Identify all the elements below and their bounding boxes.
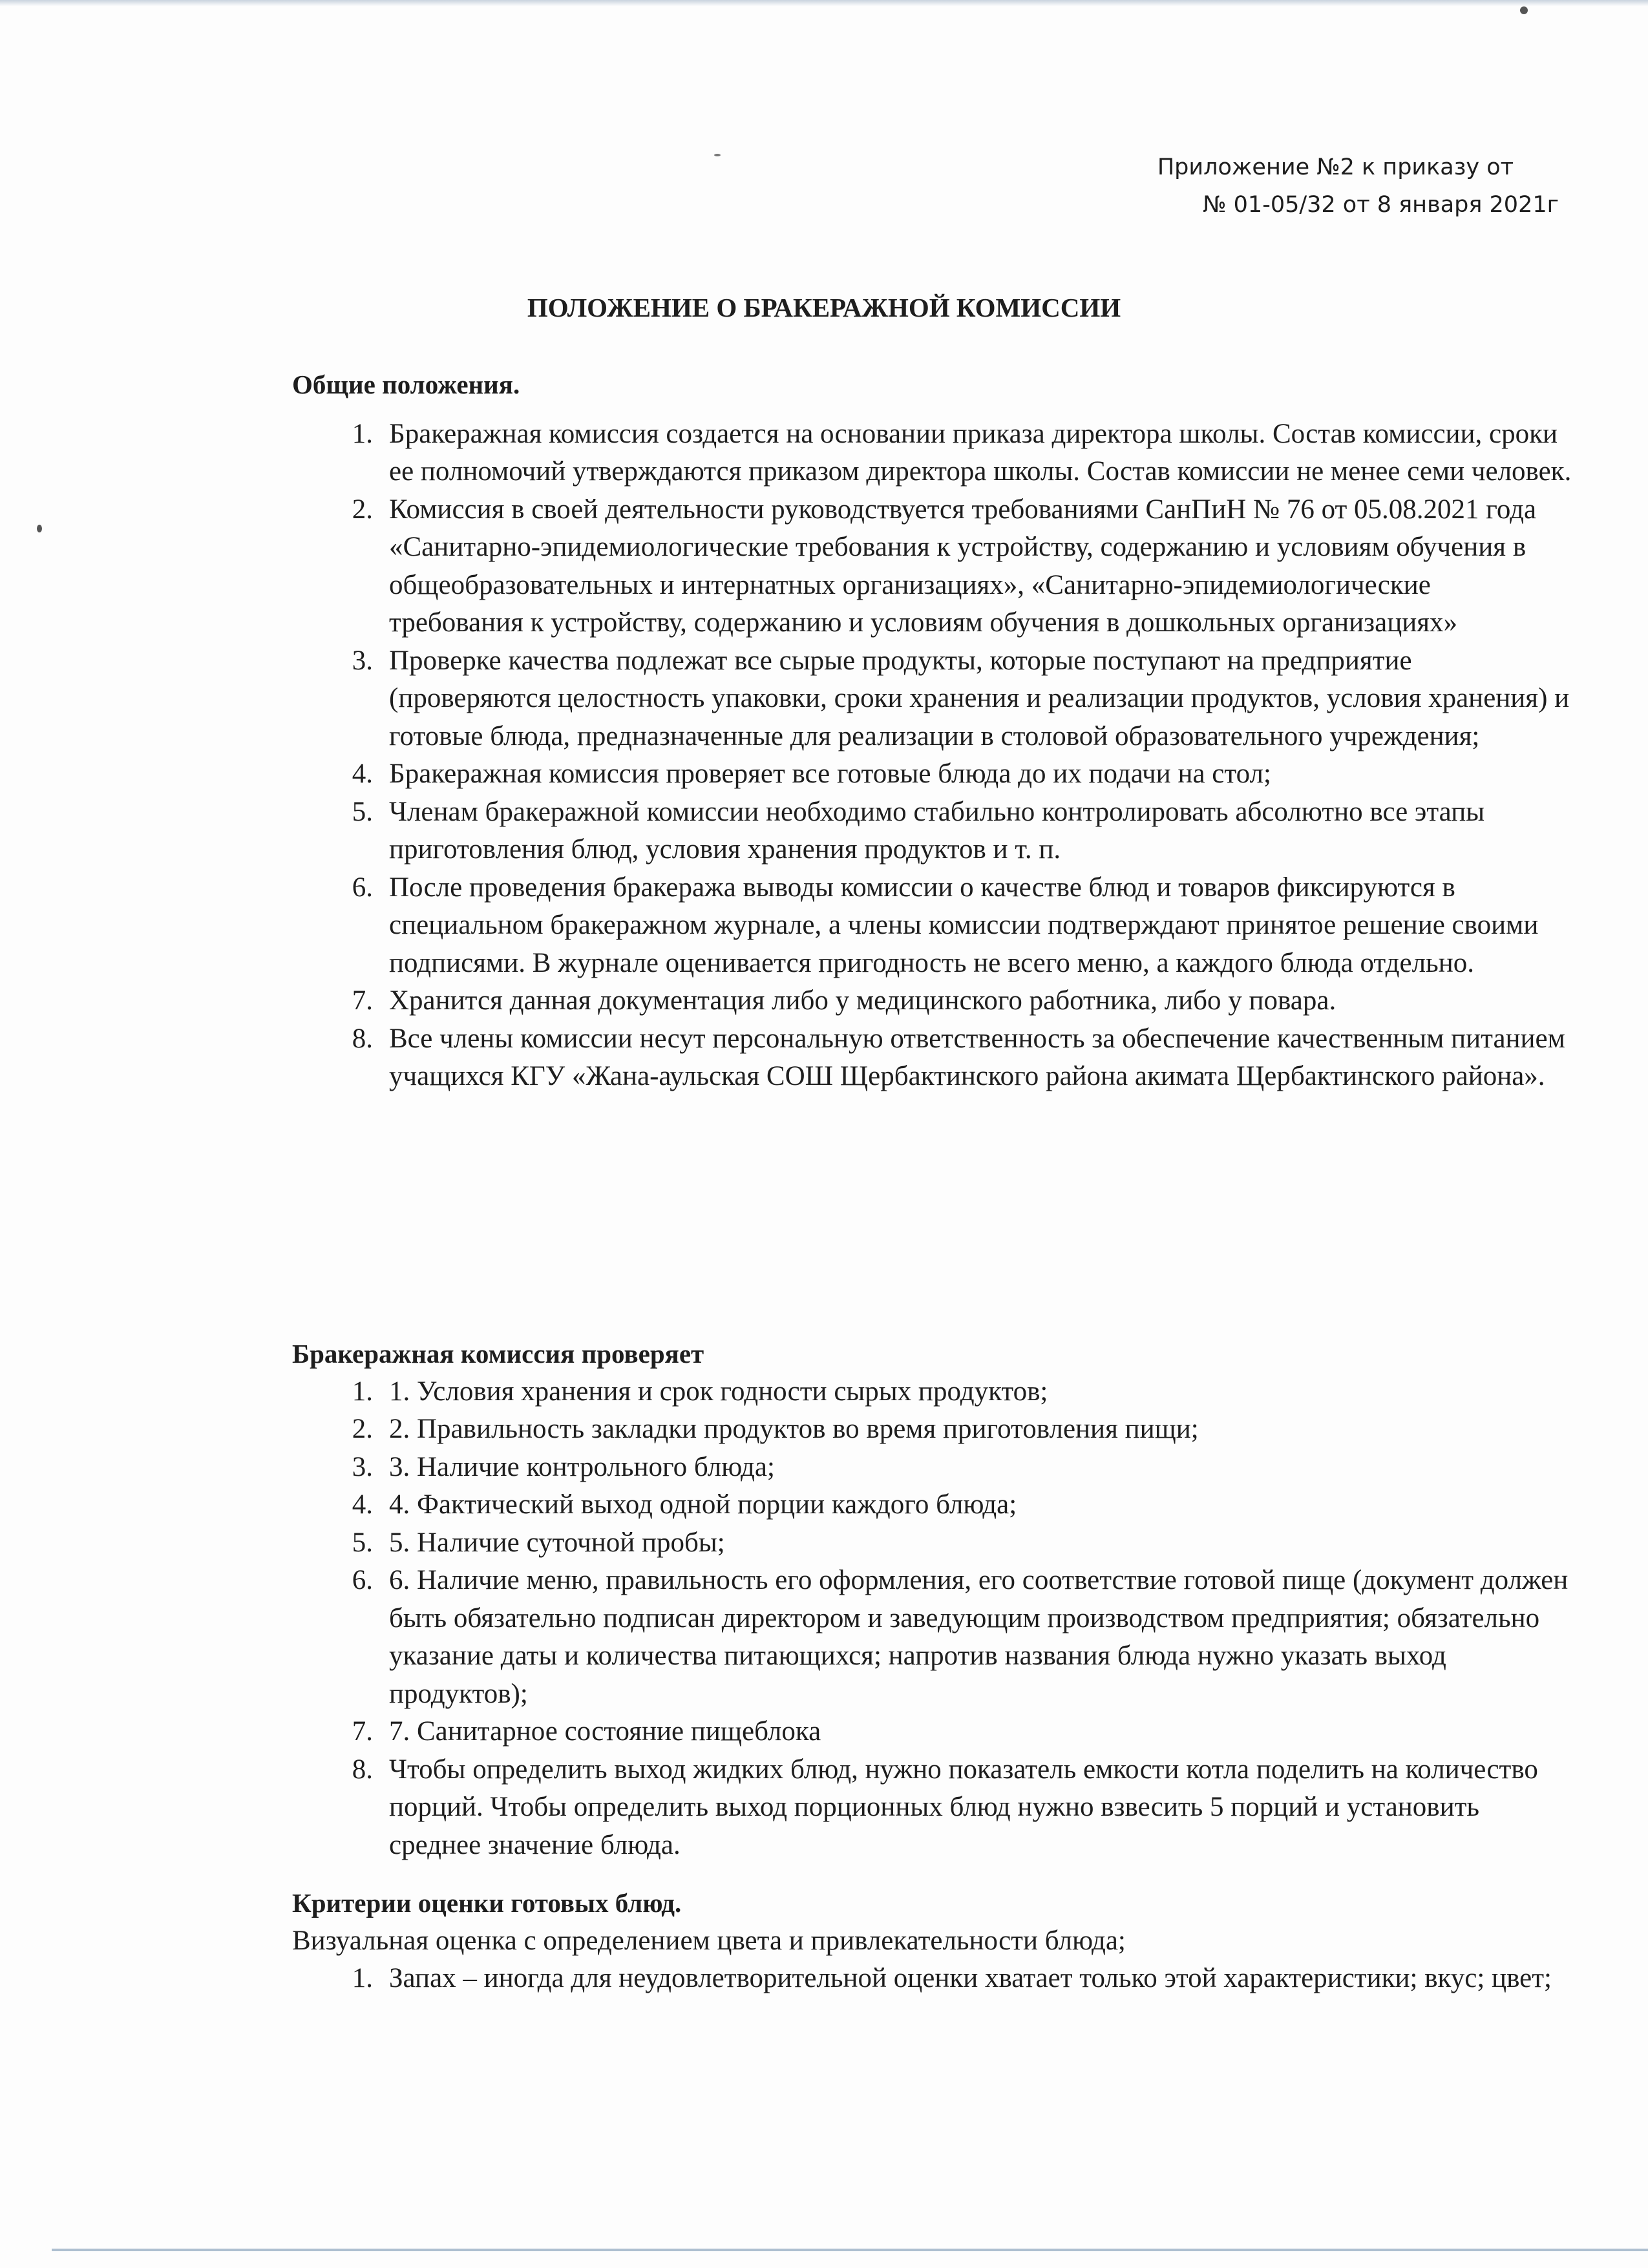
list-number: 7. (352, 985, 373, 1016)
list-item-text: 3. Наличие контрольного блюда; (389, 1451, 775, 1482)
list-number: 4. (352, 759, 373, 789)
section-heading: Общие положения. (292, 370, 520, 399)
list-item-text: 4. Фактический выход одной порции каждого блюда; (389, 1489, 1017, 1520)
list-item-text: Бракеражная комиссия проверяет все готовые блюда до их подачи на стол; (389, 759, 1271, 789)
list-item (292, 1020, 1572, 1096)
list-number: 8. (352, 1023, 373, 1054)
scan-speck (1520, 6, 1528, 14)
list-item-text: 5. Наличие суточной пробы; (389, 1527, 725, 1558)
list-number: 3. (352, 1451, 373, 1482)
list-number: 5. (352, 796, 373, 827)
list-item (292, 1562, 1572, 1713)
list-item (292, 491, 1572, 642)
section-checks (292, 1335, 1572, 1864)
list-item-text: 6. Наличие меню, правильность его оформления, его соответствие готовой пище (документ должен быть обязательно подписан директором и заведующим производством предприятия; обязательно указание даты и количества питающихся; напротив названия блюда нужно указать выход продуктов); (389, 1565, 1569, 1709)
checks-list (292, 1373, 1572, 1865)
list-item (292, 793, 1572, 869)
list-number: 6. (352, 872, 373, 903)
criteria-list (292, 1960, 1572, 1998)
appendix-note (1157, 149, 1559, 224)
section-criteria (292, 1884, 1572, 1998)
list-item-text: 7. Санитарное состояние пищеблока (389, 1716, 821, 1747)
list-item-text: 2. Правильность закладки продуктов во время приготовления пищи; (389, 1414, 1199, 1444)
list-item-text: Членам бракеражной комиссии необходимо стабильно контролировать абсолютно все этапы приготовления блюд, условия хранения продуктов и т. п. (389, 796, 1485, 865)
list-number: 4. (352, 1489, 373, 1520)
list-number: 3. (352, 645, 373, 676)
list-number: 8. (352, 1754, 373, 1785)
list-item (292, 1524, 1572, 1562)
list-item-text: 1. Условия хранения и срок годности сырых продуктов; (389, 1376, 1048, 1407)
list-item-text: Все члены комиссии несут персональную ответственность за обеспечение качественным питанием учащихся КГУ «Жана-аульская СОШ Щербактинского района акимата Щербактинского района». (389, 1023, 1565, 1091)
list-item (292, 982, 1572, 1020)
list-item (292, 1960, 1572, 1998)
scan-speck (37, 525, 42, 532)
list-item (292, 415, 1572, 491)
list-item (292, 1411, 1572, 1449)
list-number: 1. (352, 418, 373, 449)
list-item (292, 1449, 1572, 1487)
list-item-text: Комиссия в своей деятельности руководствуется требованиями СанПиН № 76 от 05.08.2021 года «Санитарно-эпидемиологические требования к устройству, содержанию и условиям обучения в общеобразовательных и интернатных организациях», «Санитарно-эпидемиологические требования к устройству, содержанию и условиям обучения в дошкольных организациях» (389, 494, 1537, 638)
list-item (292, 1751, 1572, 1865)
section-heading: Критерии оценки готовых блюд. (292, 1888, 682, 1918)
list-number: 1. (352, 1963, 373, 1993)
appendix-line-1: Приложение №2 к приказу от (1157, 154, 1514, 180)
document-title: ПОЛОЖЕНИЕ О БРАКЕРАЖНОЙ КОМИССИИ (527, 293, 1121, 322)
list-number: 2. (352, 1414, 373, 1444)
list-number: 5. (352, 1527, 373, 1558)
list-item (292, 869, 1572, 983)
list-item-text: Проверке качества подлежат все сырые продукты, которые поступают на предприятие (проверяются целостность упаковки, сроки хранения и реализации продуктов, условия хранения) и готовые блюда, предназначенные для реализации в столовой образовательного учреждения; (389, 645, 1570, 751)
list-item-text: Запах – иногда для неудовлетворительной оценки хватает только этой характеристики; вкус; цвет; (389, 1963, 1552, 1993)
criteria-intro: Визуальная оценка с определением цвета и привлекательности блюда; (292, 1925, 1126, 1956)
list-item (292, 1486, 1572, 1524)
section-general (292, 366, 1572, 1096)
appendix-line-2: № 01-05/32 от 8 января 2021г (1203, 192, 1559, 218)
list-item (292, 1713, 1572, 1751)
scan-edge-bottom (52, 2249, 1648, 2251)
list-number: 7. (352, 1716, 373, 1747)
list-number: 1. (352, 1376, 373, 1407)
list-item (292, 642, 1572, 756)
general-list (292, 415, 1572, 1096)
scan-speck (714, 154, 721, 156)
list-item (292, 755, 1572, 793)
list-number: 2. (352, 494, 373, 525)
list-item-text: После проведения бракеража выводы комиссии о качестве блюд и товаров фиксируются в специальном бракеражном журнале, а члены комиссии подтверждают принятое решение своими подписями. В журнале оценивается пригодность не всего меню, а каждого блюда отдельно. (389, 872, 1539, 978)
list-number: 6. (352, 1565, 373, 1595)
list-item-text: Чтобы определить выход жидких блюд, нужно показатель емкости котла поделить на количество порций. Чтобы определить выход порционных блюд нужно взвесить 5 порций и установить среднее значение блюда. (389, 1754, 1538, 1860)
section-heading: Бракеражная комиссия проверяет (292, 1339, 704, 1369)
list-item-text: Хранится данная документация либо у медицинского работника, либо у повара. (389, 985, 1336, 1016)
list-item (292, 1373, 1572, 1411)
scan-edge-top (0, 0, 1648, 6)
list-item-text: Бракеражная комиссия создается на основании приказа директора школы. Состав комиссии, сроки ее полномочий утверждаются приказом директора школы. Состав комиссии не менее семи человек. (389, 418, 1572, 487)
